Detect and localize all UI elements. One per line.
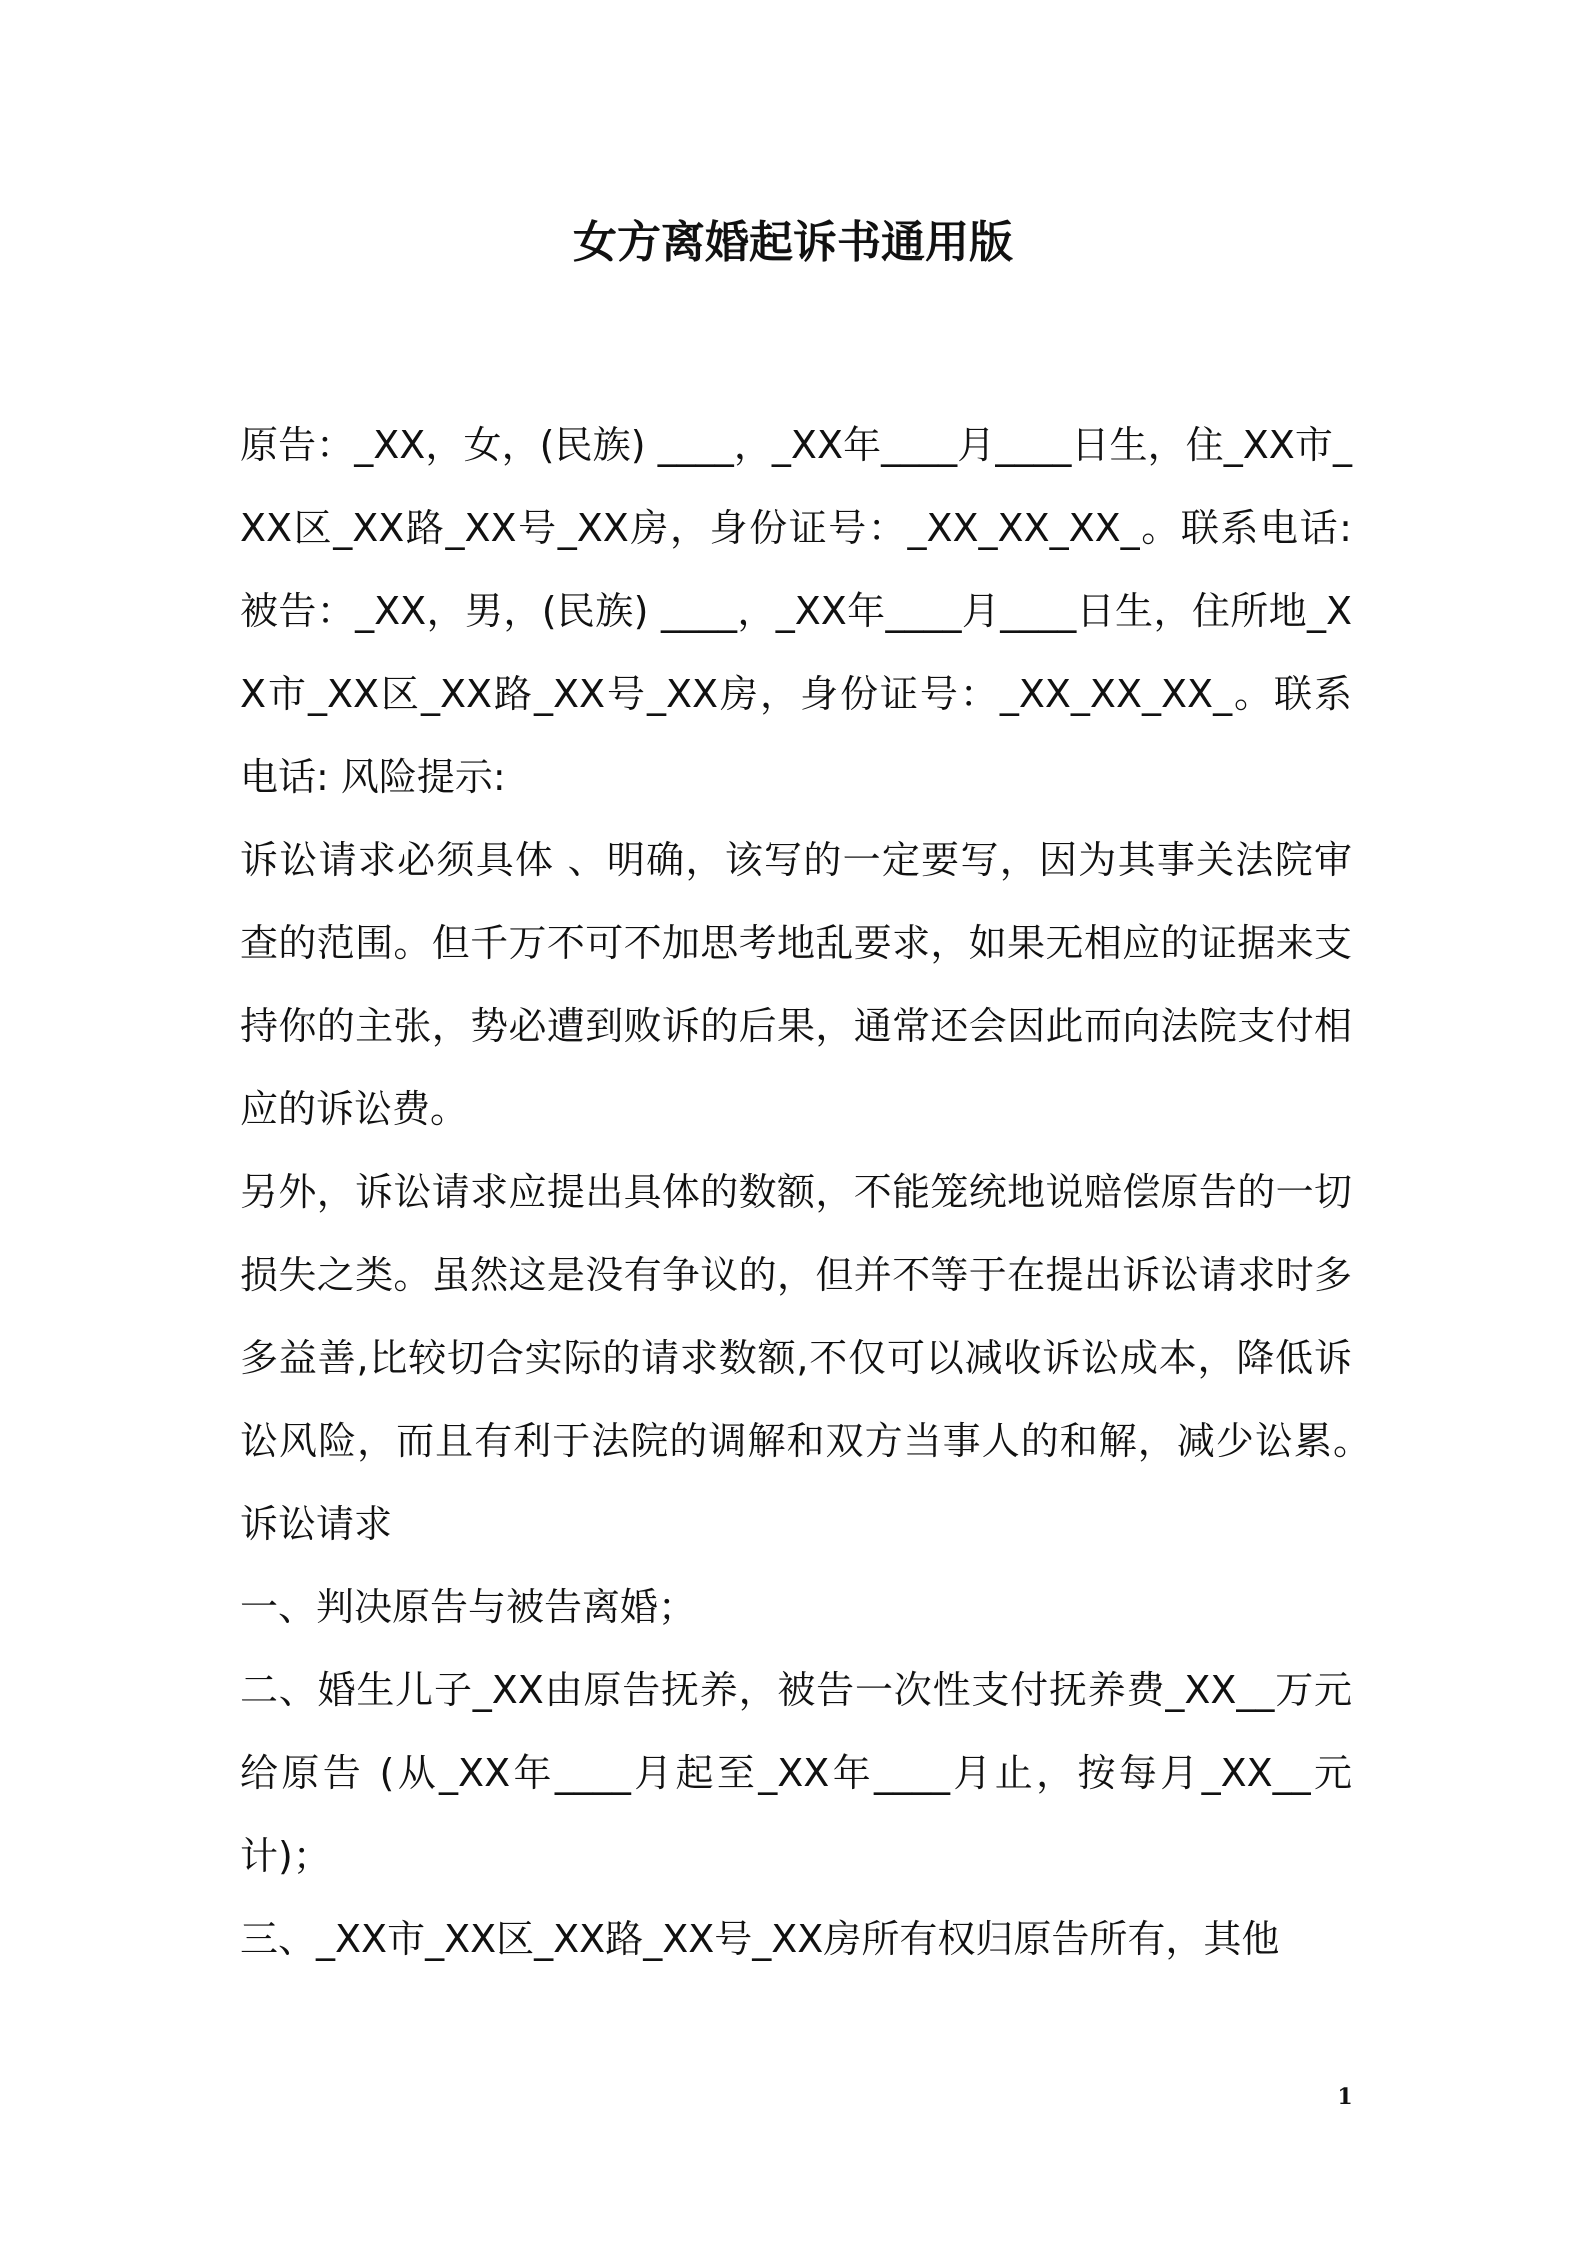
document-title: 女方离婚起诉书通用版 <box>573 217 1013 268</box>
claim-item-2: 二、婚生儿子_XX由原告抚养，被告一次性支付抚养费_XX__万元给原告 (从_XX年____月起至_XX年____月止，按每月_XX__元计)； <box>240 1668 1352 1878</box>
claim-item-1: 一、判决原告与被告离婚； <box>240 1585 697 1629</box>
paragraph-amount-note: 另外，诉讼请求应提出具体的数额，不能笼统地说赔偿原告的一切损失之类。虽然这是没有争议的，但并不等于在提出诉讼请求时多多益善,比较切合实际的请求数额,不仅可以减收诉讼成本，降低诉讼风险，而且有利于法院的调解和双方当事人的和解，减少讼累。 诉讼请求 <box>240 1170 1391 1546</box>
paragraph-parties: 原告：_XX，女，(民族) ____，_XX年____月____日生，住_XX市_XX区_XX路_XX号_XX房，身份证号：_XX_XX_XX_。联系电话:被告：_XX，男，(民族) ____，_XX年____月____日生，住所地_XX市_XX区_XX路_XX号_XX房，身份证号：_XX_XX_XX_。联系电话: 风险提示: <box>240 423 1352 799</box>
claim-item-3: 三、_XX市_XX区_XX路_XX号_XX房所有权归原告所有，其他 <box>240 1917 1280 1961</box>
paragraph-risk-note: 诉讼请求必须具体 、明确，该写的一定要写，因为其事关法院审查的范围。但千万不可不加思考地乱要求，如果无相应的证据来支持你的主张，势必遭到败诉的后果，通常还会因此而向法院支付相应的诉讼费。 <box>240 838 1352 1131</box>
page-number: 1 <box>1337 2084 1353 2110</box>
document-body <box>240 404 1391 1981</box>
